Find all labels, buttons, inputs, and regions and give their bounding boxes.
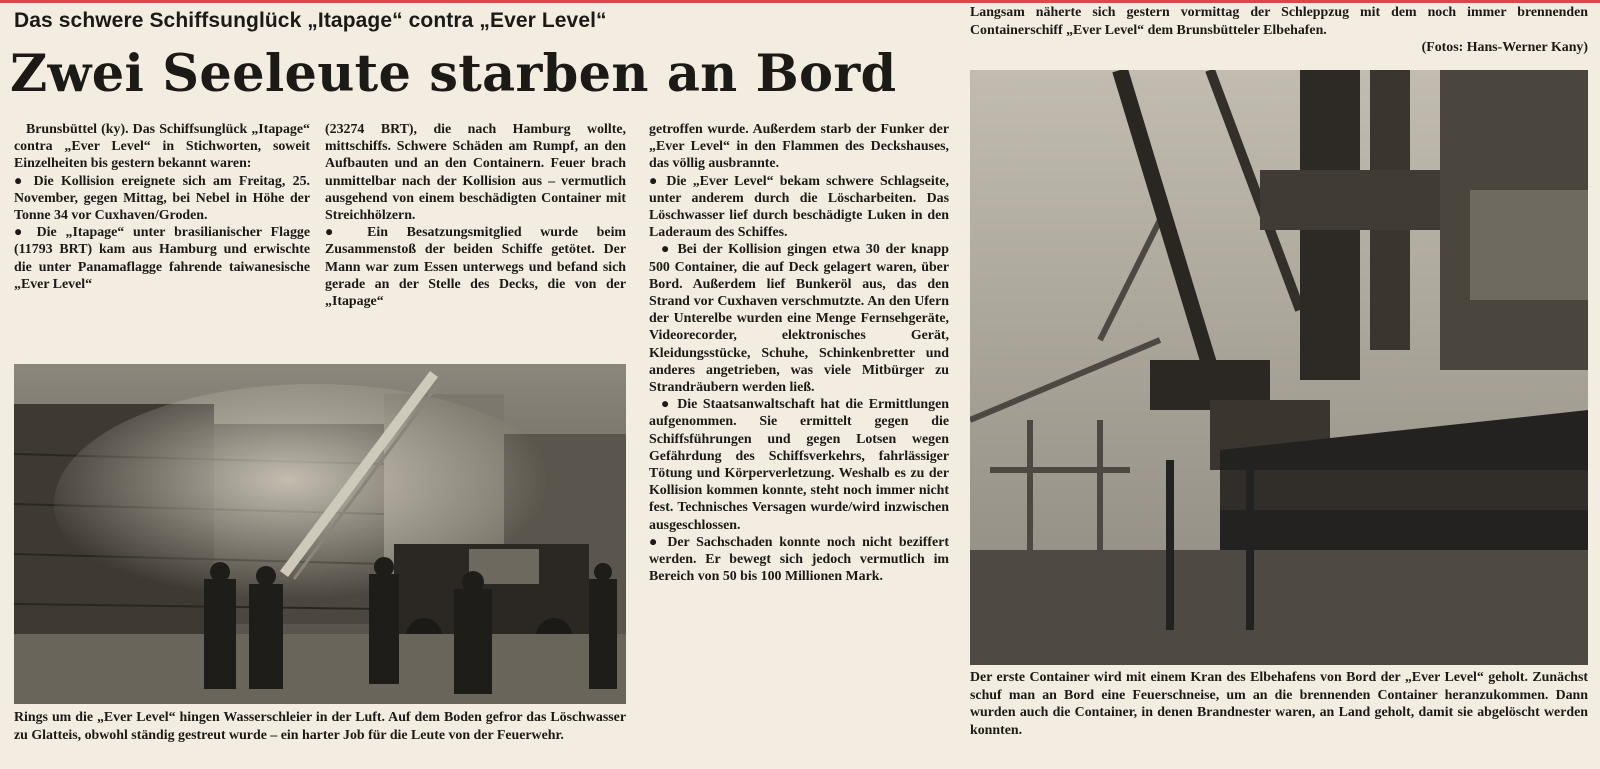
top-color-rule [0, 0, 1600, 3]
photo-firefighters [14, 364, 626, 704]
photo-firefighters-image [14, 364, 626, 704]
bullet-paragraph: ● Die Kollision ereignete sich am Freitag, 25. November, gegen Mittag, bei Nebel in Höhe der Tonne 34 vor Cuxhaven/Groden. [14, 173, 310, 225]
photo-harbor-cranes-image [970, 70, 1588, 665]
caption-right: Der erste Container wird mit einem Kran des Elbehafens von Bord der „Ever Level“ geholt. Zunächst schuf man an Bord eine Feuerschneise, um an die brennenden Container heranzukommen. Dann wurden auch die Container, in denen Brandnester waren, an Land geholt, damit sie abgelöscht werden konnten. [970, 670, 1588, 738]
top-right-caption [970, 4, 1588, 57]
paragraph: Brunsbüttel (ky). Das Schiffsunglück „Itapage“ contra „Ever Level“ in Stichworten, soweit Einzelheiten bis gestern bekannt waren: [14, 122, 310, 172]
paragraph: (23274 BRT), die nach Hamburg wollte, mittschiffs. Schwere Schäden am Rumpf, an den Aufbauten und an den Containern. Feuer brach unmittelbar nach der Kollision aus – vermutlich ausgehend von einem beschädigten Container mit Streichhölzern. [325, 122, 626, 224]
photo-harbor-cranes [970, 70, 1588, 665]
photo-credit: (Fotos: Hans-Werner Kany) [1421, 40, 1588, 56]
article-column-2 [325, 121, 626, 310]
bullet-paragraph: ● Die „Ever Level“ bekam schwere Schlagseite, unter anderem durch die Löscharbeiten. Das Löschwasser lief durch beschädigte Luken in den Laderaum des Schiffes. [649, 173, 949, 242]
bullet-paragraph: ● Bei der Kollision gingen etwa 30 der knapp 500 Container, die auf Deck gelagert waren, über Bord. Außerdem lief Bunkeröl aus, das den Strand vor Cuxhaven verschmutzte. An den Ufern der Unterelbe wurden eine Menge Fernsehgeräte, Videorecorder, elektronisches Gerät, Kleidungsstücke, Schuhe, Schinkenbretter und anderes angetrieben, was viele Mitbürger zu Strandräubern werden ließ. [649, 241, 949, 396]
bullet-paragraph: ● Die Staatsanwaltschaft hat die Ermittlungen aufgenommen. Sie ermittelt gegen die Schiffsführungen und gegen Lotsen wegen Gefährdung des Schiffsverkehrs, fahrlässiger Tötung und Körperverletzung. Weshalb es zu der Kollision kommen konnte, steht noch immer nicht fest. Technisches Versagen wurde/wird inzwischen ausgeschlossen. [649, 396, 949, 534]
bullet-paragraph: ● Der Sachschaden konnte noch nicht beziffert werden. Er bewegt sich jedoch vermutlich im Bereich von 50 bis 100 Millionen Mark. [649, 534, 949, 586]
top-right-text: Langsam näherte sich gestern vormittag der Schleppzug mit dem noch immer brennenden Containerschiff „Ever Level“ dem Brunsbütteler Elbehafen. [970, 5, 1588, 38]
kicker-line: Das schwere Schiffsunglück „Itapage“ contra „Ever Level“ [14, 9, 607, 32]
article-column-1 [14, 121, 310, 293]
bullet-paragraph: ● Ein Besatzungsmitglied wurde beim Zusammenstoß der beiden Schiffe getötet. Der Mann war zum Essen unterwegs und befand sich gerade an der Stelle des Decks, die von der „Itapage“ [325, 224, 626, 310]
article-column-3 [649, 121, 949, 585]
caption-left: Rings um die „Ever Level“ hingen Wasserschleier in der Luft. Auf dem Boden gefror das Löschwasser zu Glatteis, obwohl ständig gestreut wurde – ein harter Job für die Leute von der Feuerwehr. [14, 710, 626, 743]
paragraph: getroffen wurde. Außerdem starb der Funker der „Ever Level“ in den Flammen des Deckshauses, das völlig ausbrannte. [649, 122, 949, 172]
headline: Zwei Seeleute starben an Bord [10, 44, 897, 104]
bullet-paragraph: ● Die „Itapage“ unter brasilianischer Flagge (11793 BRT) kam aus Hamburg und erwischte die unter Panamaflagge fahrende taiwanesische „Ever Level“ [14, 224, 310, 293]
